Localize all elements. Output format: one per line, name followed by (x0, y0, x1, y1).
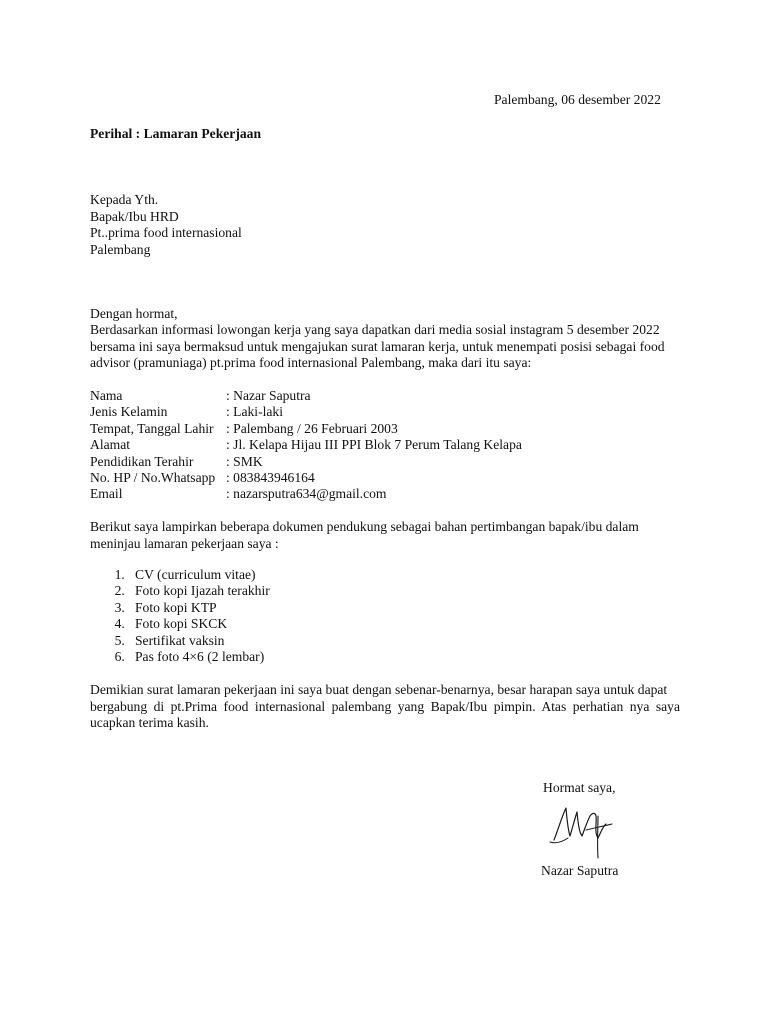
applicant-row (90, 454, 522, 470)
applicant-row (90, 437, 522, 453)
field-label: Nama (90, 388, 123, 403)
field-value: : Jl. Kelapa Hijau III PPI Blok 7 Perum Talang Kelapa (226, 437, 522, 453)
field-value: : Nazar Saputra (226, 388, 311, 403)
applicant-data (90, 388, 522, 503)
field-value: : nazarsputra634@gmail.com (226, 486, 387, 502)
list-number: 2. (114, 583, 125, 599)
greeting: Dengan hormat, (90, 306, 178, 321)
recipient-block (90, 192, 242, 258)
signer-name: Nazar Saputra (541, 863, 619, 878)
attachment-intro (90, 519, 680, 552)
list-number: 5. (114, 632, 125, 648)
applicant-row (90, 404, 522, 420)
letter-subject: Perihal : Lamaran Pekerjaan (90, 126, 262, 141)
applicant-row (90, 486, 522, 502)
field-label: Tempat, Tanggal Lahir (90, 420, 214, 436)
list-text: Foto kopi KTP (135, 599, 217, 615)
list-item (90, 567, 270, 583)
list-text: Pas foto 4×6 (2 lembar) (135, 649, 265, 665)
field-label: Email (90, 486, 123, 502)
list-number: 1. (114, 567, 125, 582)
intro-line: bersama ini saya bermaksud untuk mengajukan surat lamaran kerja, untuk menempati posisi sebagai food (90, 338, 665, 354)
intro-paragraph (90, 322, 680, 372)
field-label: No. HP / No.Whatsapp (90, 470, 216, 486)
closing-line: bergabung di pt.Prima food internasional palembang yang Bapak/Ibu pimpin. Atas perhatian nya saya (90, 698, 680, 714)
list-item (90, 583, 270, 599)
recipient-line: Palembang (90, 241, 151, 257)
recipient-line: Kepada Yth. (90, 192, 159, 207)
list-text: Sertifikat vaksin (135, 632, 225, 648)
field-label: Pendidikan Terahir (90, 453, 194, 469)
field-value: : Palembang / 26 Februari 2003 (226, 420, 398, 436)
list-number: 6. (114, 649, 125, 665)
closing-line: Demikian surat lamaran pekerjaan ini saya buat dengan sebenar-benarnya, besar harapan saya untuk dapat (90, 682, 668, 697)
list-text: Foto kopi Ijazah terakhir (135, 583, 270, 599)
recipient-line: Pt..prima food internasional (90, 225, 242, 240)
list-item (90, 649, 270, 665)
intro-line: Berdasarkan informasi lowongan kerja yang saya dapatkan dari media sosial instagram 5 desember 2022 (90, 322, 660, 337)
regards: Hormat saya, (543, 780, 616, 795)
list-item (90, 616, 270, 632)
attachment-intro-line: meninjau lamaran pekerjaan saya : (90, 535, 279, 551)
field-label: Jenis Kelamin (90, 404, 168, 420)
applicant-row (90, 388, 522, 404)
recipient-line: Bapak/Ibu HRD (90, 208, 179, 224)
field-value: : Laki-laki (226, 404, 283, 420)
attachment-intro-line: Berikut saya lampirkan beberapa dokumen pendukung sebagai bahan pertimbangan bapak/ibu dalam (90, 519, 639, 534)
attachment-list (90, 567, 270, 665)
intro-line: advisor (pramuniaga) pt.prima food internasional Palembang, maka dari itu saya: (90, 355, 532, 370)
applicant-row (90, 470, 522, 486)
list-item (90, 633, 270, 649)
field-value: : SMK (226, 453, 263, 469)
field-label: Alamat (90, 437, 131, 453)
signature-image (546, 802, 616, 866)
closing-line: ucapkan terima kasih. (90, 715, 209, 730)
list-number: 4. (114, 616, 125, 632)
applicant-row (90, 421, 522, 437)
letter-date: Palembang, 06 desember 2022 (494, 92, 661, 107)
closing-paragraph (90, 682, 680, 732)
field-value: : 083843946164 (226, 470, 315, 486)
list-number: 3. (114, 599, 125, 615)
list-text: CV (curriculum vitae) (135, 567, 256, 582)
list-item (90, 600, 270, 616)
list-text: Foto kopi SKCK (135, 616, 228, 632)
